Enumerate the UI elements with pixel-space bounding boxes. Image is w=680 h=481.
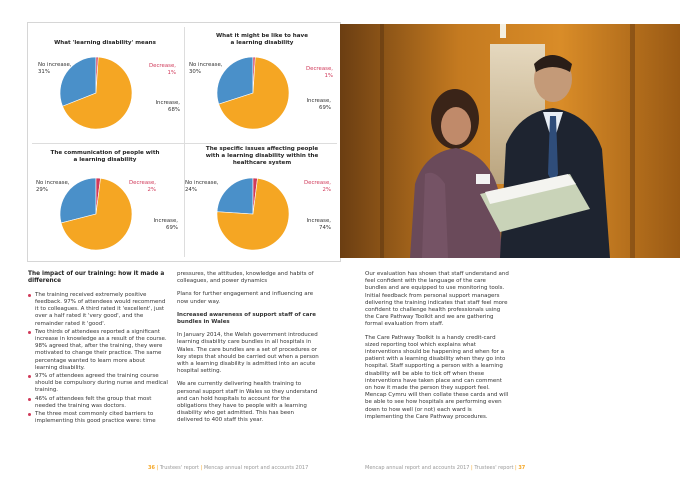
list-item: 97% of attendees agreed the training course should be compulsory during nurse and medical training.: [28, 373, 168, 395]
section-heading-impact: The impact of our training: how it made a difference: [28, 271, 165, 285]
footer-right: Mencap annual report and accounts 2017 | Trustees' report | 37: [365, 465, 526, 471]
label-decrease: Decrease, 2%: [129, 180, 156, 193]
label-increase: Increase, 69%: [306, 98, 331, 111]
pie-chart-1: [28, 23, 182, 141]
paragraph: pressures, the attitudes, knowledge and habits of colleagues, and power dynamics: [177, 271, 314, 285]
paragraph: Plans for further engagement and influencing are now under way.: [177, 291, 314, 305]
label-decrease: Decrease, 2%: [304, 180, 331, 193]
pie-chart-4: [185, 144, 339, 262]
label-increase: Increase, 68%: [155, 100, 180, 113]
section-heading-care-bundles: Increased awareness of support staff of care bundles in Wales: [177, 311, 316, 326]
label-no-increase: No increase, 24%: [185, 180, 219, 193]
footer-left: 36 | Trustees' report | Mencap annual report and accounts 2017: [148, 465, 309, 471]
paragraph: The Care Pathway Toolkit is a handy credit-card sized reporting tool which explains what interventions should be happening and when for a patient with a learning disability when they go into hospital. Staff supporting a person with a learning disability will be able to tick off when these interventions have taken place and can comment on how it made the person they support feel. Mencap Cymru will then collate these cards and will be able to see how hospitals are performing even down to how well (or not) each ward is implementing the Care Pathway procedures.: [365, 334, 509, 420]
list-item: The training received extremely positive feedback. 97% of attendees would recommend it to colleagues. A third rated it 'excellent', just over a half rated it 'very good', and the remainder rated it 'good'.: [28, 292, 168, 328]
footer-text: Trustees' report: [159, 465, 199, 471]
pie-chart-3: [28, 144, 182, 262]
paragraph: In January 2014, the Welsh government introduced learning disability care bundles in all hospitals in Wales. The care bundles are a set of procedures or key steps that should be carried out when a person with a learning disability is admitted into an acute hospital setting.: [177, 332, 319, 375]
slice-no-increase: [217, 178, 253, 214]
paragraph: Our evaluation has shown that staff understand and feel confident with the language of the care bundles and are equipped to use monitoring tools. Initial feedback from personal support managers delivering the training indicates that staff feel more confident to challenge health professionals using the Care Pathway Toolkit and we are gathering formal evaluation from staff.: [365, 271, 509, 328]
staff-training-photo: [340, 24, 680, 258]
impact-bullet-list: [28, 292, 168, 426]
label-no-increase: No increase, 30%: [189, 62, 223, 75]
label-no-increase: No increase, 31%: [38, 62, 72, 75]
list-item: Two thirds of attendees reported a significant increase in knowledge as a result of the course. 98% agreed that, after the training, they were motivated to change their practice. The same percentage wanted to learn more about learning disability.: [28, 329, 168, 372]
footer-text: Trustees' report: [474, 465, 514, 471]
footer-text: Mencap annual report and accounts 2017: [203, 465, 309, 471]
chart-title: What it might be like to have a learning disability: [216, 33, 308, 46]
chart-title: What 'learning disability' means: [54, 40, 156, 46]
footer-text: Mencap annual report and accounts 2017: [365, 465, 470, 471]
chart-title: The specific issues affecting people with a learning disability within the healthcare system: [205, 146, 319, 166]
pie-charts-panel: [27, 22, 341, 262]
page-number: 36: [148, 465, 155, 471]
text-column-2: [177, 271, 319, 431]
paragraph: We are currently delivering health training to personal support staff in Wales so they understand and can hold hospitals to account for the obligations they have to people with a learning disability who get admitted. This has been delivered to 400 staff this year.: [177, 381, 318, 424]
label-decrease: Decrease, 1%: [149, 63, 176, 76]
label-increase: Increase, 69%: [153, 218, 178, 231]
page-number: 37: [518, 465, 526, 471]
text-column-1: [28, 271, 168, 426]
chart-title: The communication of people with a learning disability: [50, 150, 160, 163]
text-column-3: [365, 271, 509, 427]
label-no-increase: No increase, 29%: [36, 180, 70, 193]
pie-chart-2: [185, 23, 339, 141]
list-item: 46% of attendees felt the group that most needed the training was doctors.: [28, 396, 168, 410]
label-increase: Increase, 74%: [306, 218, 331, 231]
label-decrease: Decrease, 1%: [306, 66, 333, 79]
list-item: The three most commonly cited barriers to implementing this good practice were: time: [28, 411, 168, 425]
